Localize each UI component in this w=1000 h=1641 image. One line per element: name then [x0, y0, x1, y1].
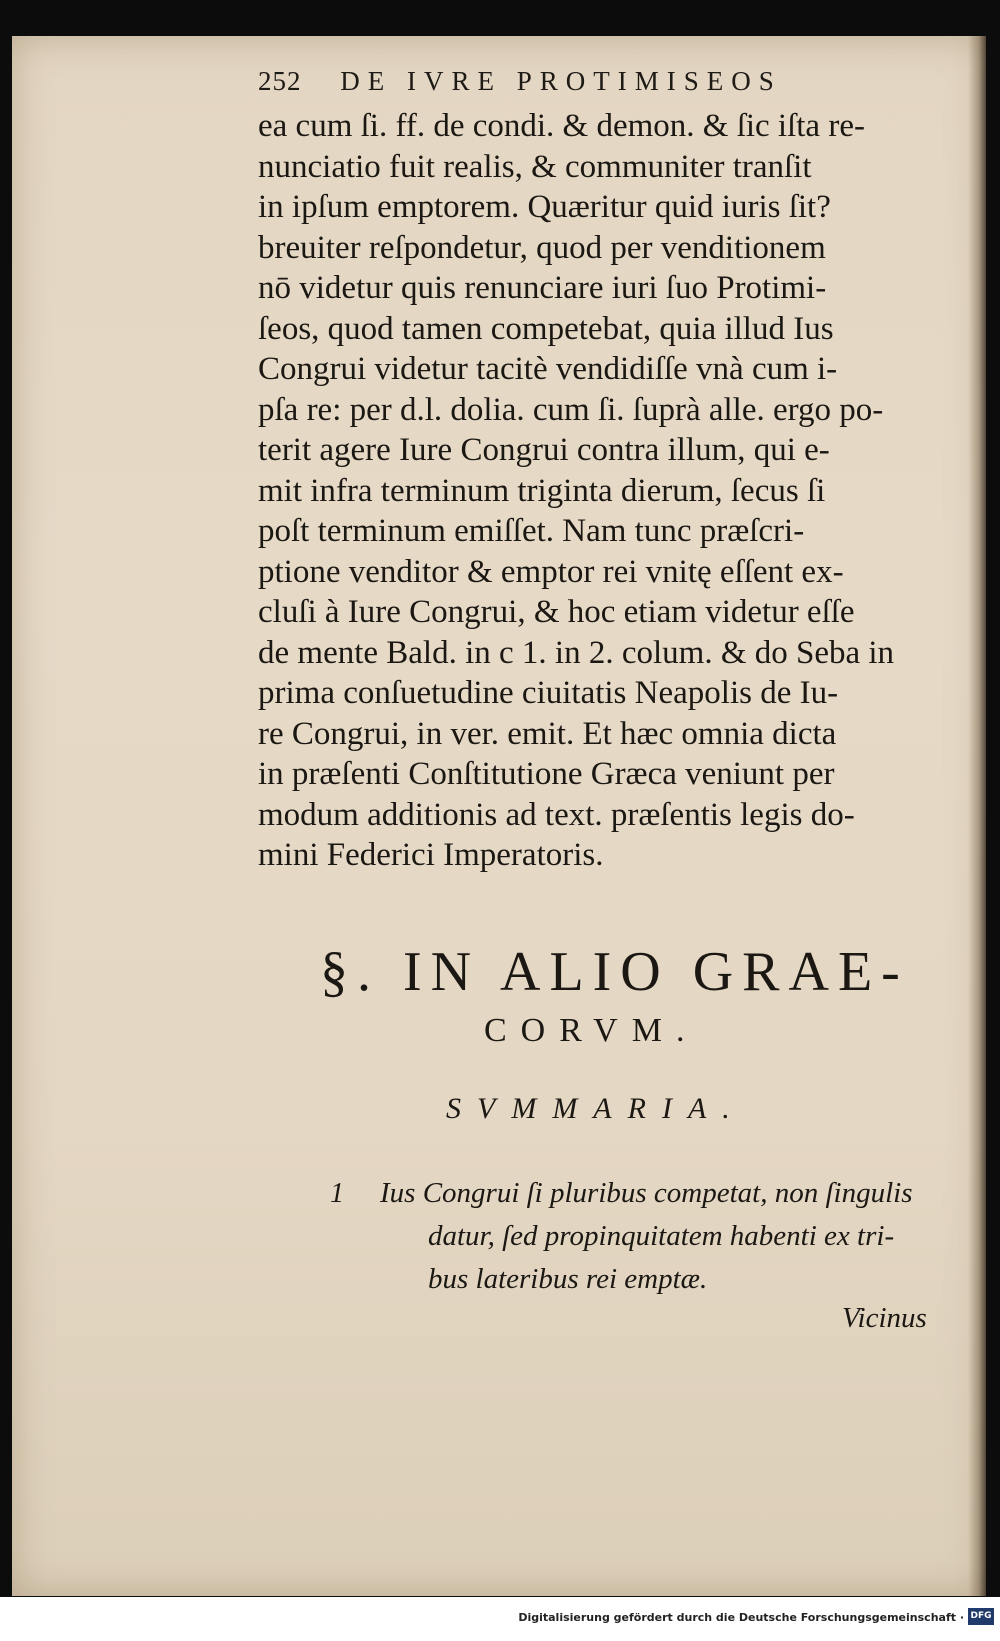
text-line: pſa re: per d.l. dolia. cum ſi. ſuprà alle. ergo po-: [258, 391, 884, 428]
summary-line: datur, ſed propinquitatem habenti ex tri-: [428, 1220, 895, 1252]
text-line: breuiter reſpondetur, quod per venditionem: [258, 229, 826, 266]
text-line: de mente Bald. in c 1. in 2. colum. & do Seba in: [258, 634, 895, 671]
summaria-label: SVMMARIA.: [446, 1092, 746, 1125]
text-line: ſeos, quod tamen competebat, quia illud Ius: [258, 310, 834, 347]
section-subheading: CORVM.: [484, 1012, 699, 1049]
footer-credit: Digitalisierung gefördert durch die Deutsche Forschungsgemeinschaft ·: [518, 1611, 964, 1624]
page-edge-shadow: [968, 36, 986, 1596]
text-line: ea cum ſi. ff. de condi. & demon. & ſic iſta re-: [258, 108, 865, 144]
summary-line: Ius Congrui ſi pluribus competat, non ſingulis: [380, 1177, 913, 1209]
summary-text: [380, 1172, 970, 1301]
text-line: poſt terminum emiſſet. Nam tunc præſcri-: [258, 513, 805, 549]
footer-bar: [0, 1597, 1000, 1641]
text-line: mit infra terminum triginta dierum, ſecus ſi: [258, 472, 826, 509]
text-line: in præſenti Conſtitutione Græca veniunt per: [258, 756, 835, 792]
text-line: nō videtur quis renunciare iuri ſuo Protimi-: [258, 270, 827, 306]
text-line: prima conſuetudine ciuitatis Neapolis de Iu-: [258, 675, 839, 711]
summary-number: 1: [330, 1178, 344, 1209]
page-number: 252: [258, 66, 302, 96]
dfg-logo-icon: DFG: [968, 1608, 994, 1625]
text-line: ptione venditor & emptor rei vnitę eſſent ex-: [258, 553, 844, 590]
text-line: re Congrui, in ver. emit. Et hæc omnia dicta: [258, 715, 837, 752]
body-text: [258, 106, 968, 876]
text-line: modum additionis ad text. præſentis legis do-: [258, 796, 855, 833]
running-title: DE IVRE PROTIMISEOS: [340, 66, 782, 96]
catchword: Vicinus: [842, 1302, 927, 1334]
text-line: cluſi à Iure Congrui, & hoc etiam videtur eſſe: [258, 594, 855, 630]
running-head: [258, 66, 898, 106]
text-line: terit agere Iure Congrui contra illum, qui e-: [258, 432, 830, 468]
section-heading: §. IN ALIO GRAE-: [320, 941, 909, 1003]
text-line: Congrui videtur tacitè vendidiſſe vnà cum i-: [258, 351, 838, 387]
text-line: mini Federici Imperatoris.: [258, 837, 604, 873]
summary-line: bus lateribus rei emptæ.: [428, 1263, 708, 1295]
text-line: nunciatio fuit realis, & communiter tranſit: [258, 148, 812, 185]
text-line: in ipſum emptorem. Quæritur quid iuris ſit?: [258, 189, 831, 225]
